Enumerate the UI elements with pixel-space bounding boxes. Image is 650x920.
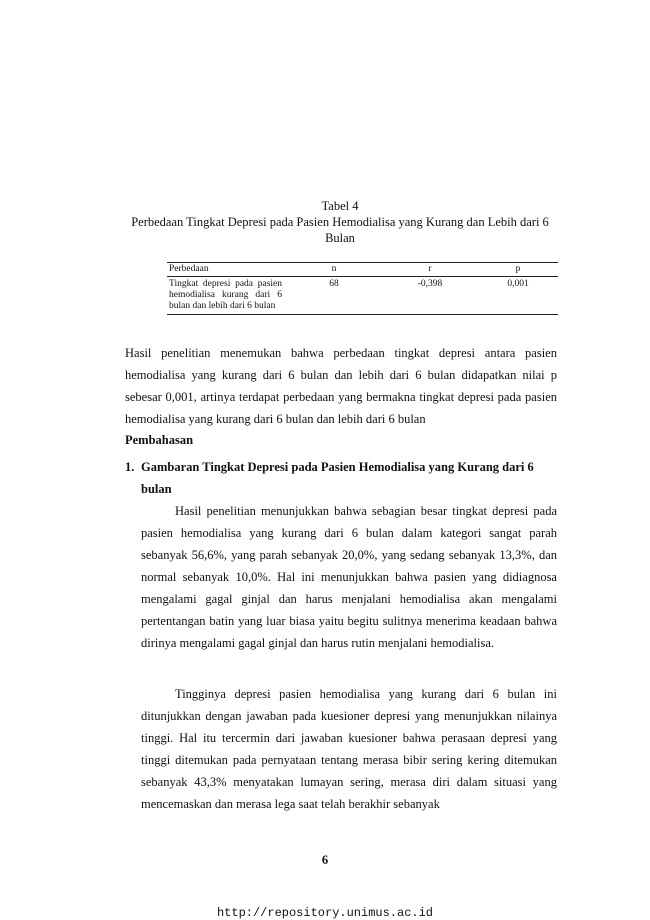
body-paragraph-1: Hasil penelitian menunjukkan bahwa sebagian besar tingkat depresi pada pasien hemodialisa yang kurang dari 6 bulan dalam kategori sangat parah sebanyak 56,6%, yang parah sebanyak 20,0%, yang sedang sebanyak 13,3%, dan normal sebanyak 10,0%. Hal ini menunjukkan bahwa pasien yang didiagnosa mengalami gagal ginjal dan harus menjalani hemodialisa akan mengalami pertentangan batin yang luar biasa yaitu begitu sulitnya menerima keadaan bahwa dirinya mengalami gagal ginjal dan harus rutin menjalani hemodialisa. bbox=[141, 504, 557, 650]
table-header-row bbox=[167, 263, 558, 277]
depression-difference-table bbox=[167, 262, 558, 315]
table-cell-p: 0,001 bbox=[478, 277, 558, 315]
body-paragraph-2: Tingginya depresi pasien hemodialisa yang kurang dari 6 bulan ini ditunjukkan dengan jawaban pada kuesioner depresi yang menunjukkan nilainya tinggi. Hal itu tercermin dari jawaban kuesioner bahwa perasaan depresi yang tinggi ditemukan pada pernyataan tentang merasa bibir sering kering ditemukan sebanyak 43,3% menyatakan lumayan sering, merasa diri dalam situasi yang mencemaskan dan merasa lega saat telah berakhir sebanyak bbox=[141, 687, 557, 811]
table-row bbox=[167, 277, 558, 315]
page-number: 6 bbox=[321, 853, 329, 867]
table-caption bbox=[120, 198, 560, 246]
table-header-r: r bbox=[382, 263, 478, 277]
table-cell-r: -0,398 bbox=[382, 277, 478, 315]
table-number: Tabel 4 bbox=[321, 199, 359, 213]
table-cell-perbedaan: Tingkat depresi pada pasien hemodialisa kurang dari 6 bulan dan lebih dari 6 bulan bbox=[167, 277, 286, 315]
repository-url[interactable]: http://repository.unimus.ac.id bbox=[216, 906, 434, 920]
result-paragraph: Hasil penelitian menemukan bahwa perbedaan tingkat depresi antara pasien hemodialisa yang kurang dari 6 bulan dan lebih dari 6 bulan didapatkan nilai p sebesar 0,001, artinya terdapat perbedaan yang bermakna tingkat depresi pada pasien hemodialisa yang kurang dari 6 bulan dan lebih dari 6 bulan bbox=[125, 346, 557, 426]
subsection-title: Gambaran Tingkat Depresi pada Pasien Hemodialisa yang Kurang dari 6 bulan bbox=[141, 460, 534, 496]
table-header-p: p bbox=[478, 263, 558, 277]
section-heading: Pembahasan bbox=[125, 433, 194, 447]
table-title: Perbedaan Tingkat Depresi pada Pasien Hemodialisa yang Kurang dan Lebih dari 6 Bulan bbox=[131, 215, 549, 245]
table-header-perbedaan: Perbedaan bbox=[167, 263, 286, 277]
table-cell-n: 68 bbox=[286, 277, 382, 315]
table-header-n: n bbox=[286, 263, 382, 277]
subsection-number: 1. bbox=[125, 460, 135, 474]
